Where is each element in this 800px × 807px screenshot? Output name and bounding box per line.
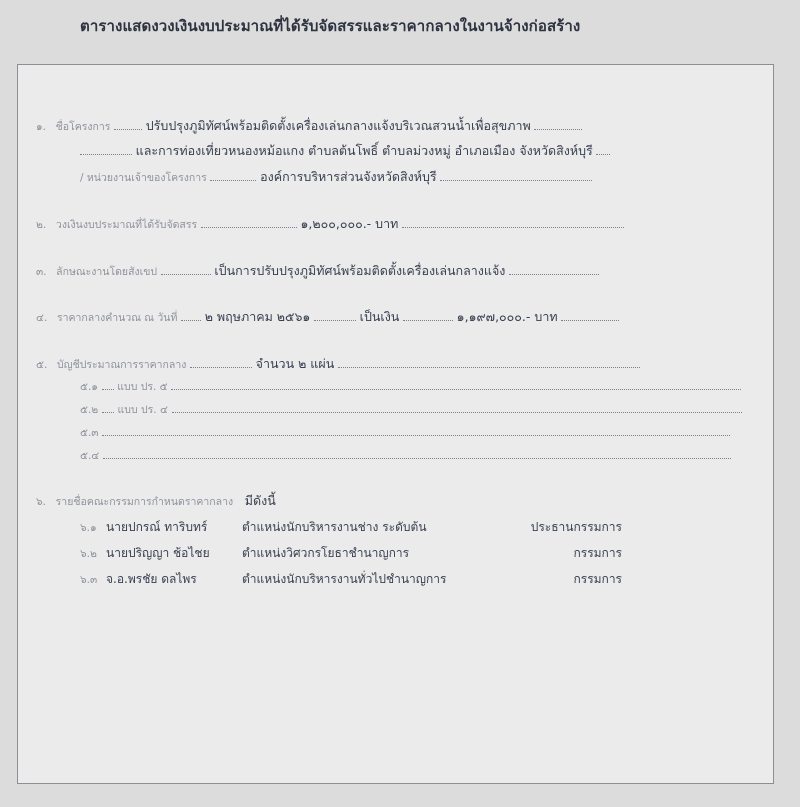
item1-agency: องค์การบริหารส่วนจังหวัดสิงห์บุรี (260, 169, 437, 184)
item1-num: ๑. (36, 121, 47, 133)
item1-row3 (80, 168, 592, 186)
item2-label: วงเงินงบประมาณที่ได้รับจัดสรร (55, 219, 198, 231)
member-row (80, 545, 622, 562)
form-box (17, 64, 774, 784)
item3-num: ๓. (36, 266, 47, 278)
member-num: ๖.๓ (80, 574, 98, 586)
item6-row (36, 493, 276, 510)
item1-project-name: ปรับปรุงภูมิทัศน์พร้อมติดตั้งเครื่องเล่นกลางแจ้งบริเวณสวนน้ำเพื่อสุขภาพ (145, 118, 531, 133)
item3-value: เป็นการปรับปรุงภูมิทัศน์พร้อมติดตั้งเครื่องเล่นกลางแจ้ง (214, 263, 506, 278)
member-position: ตำแหน่งนักบริหารงานช่าง ระดับต้น (242, 520, 427, 534)
page-title: ตารางแสดงวงเงินงบประมาณที่ได้รับจัดสรรและราคากลางในงานจ้างก่อสร้าง (80, 17, 581, 35)
item5-num: ๕. (36, 359, 48, 371)
member-row (80, 571, 622, 588)
item5-sub2 (80, 400, 742, 418)
member-name: จ.อ.พรชัย ดลไพร (106, 572, 197, 586)
member-role: กรรมการ (573, 546, 622, 560)
item1-row2 (80, 142, 610, 159)
member-role: กรรมการ (573, 572, 622, 586)
item4-num: ๔. (36, 312, 48, 324)
item5-sub-num: ๕.๓ (80, 427, 99, 439)
member-position: ตำแหน่งวิศวกรโยธาชำนาญการ (242, 546, 410, 560)
member-num: ๖.๑ (80, 522, 97, 534)
member-position: ตำแหน่งนักบริหารงานทั่วไปชำนาญการ (242, 572, 447, 586)
item5-sub1 (80, 377, 741, 395)
item4-amount-label: เป็นเงิน (359, 309, 400, 324)
item6-label: รายชื่อคณะกรรมการกำหนดราคากลาง (55, 496, 234, 508)
item1-project-name-cont: และการท่องเที่ยวหนองหม้อแกง ตำบลต้นโพธิ์ ตำบลม่วงหมู่ อำเภอเมือง จังหวัดสิงห์บุรี (135, 143, 593, 158)
item6-num: ๖. (36, 496, 47, 508)
item3-label: ลักษณะงานโดยสังเขป (56, 266, 158, 278)
item2-num: ๒. (36, 219, 47, 231)
item5-value: จำนวน ๒ แผ่น (255, 356, 335, 371)
member-row (80, 519, 622, 536)
member-num: ๖.๒ (80, 548, 97, 560)
item1-row1 (36, 117, 582, 135)
item4-label: ราคากลางคำนวณ ณ วันที่ (56, 312, 178, 324)
member-name: นายปกรณ์ ทาริบทร์ (106, 520, 208, 534)
item5-label: บัญชีประมาณการราคากลาง (56, 359, 187, 371)
item2-value: ๑,๒๐๐,๐๐๐.- บาท (300, 216, 399, 231)
item5-row (36, 355, 640, 373)
item5-sub3 (80, 423, 730, 441)
item4-row (36, 308, 619, 326)
item1-label: ชื่อโครงการ (55, 121, 111, 133)
member-role: ประธานกรรมการ (530, 520, 622, 534)
item3-row (36, 262, 599, 280)
item6-suffix: มีดังนี้ (244, 493, 276, 508)
member-name: นายปริญญา ช้อไชย (106, 546, 210, 560)
item4-amount: ๑,๑๙๗,๐๐๐.- บาท (456, 309, 558, 324)
item1-agency-label: / หน่วยงานเจ้าของโครงการ (80, 172, 207, 184)
item5-sub-num: ๕.๔ (80, 450, 100, 462)
item2-row (36, 215, 624, 233)
item5-sub-text: แบบ ปร. ๕ (117, 381, 168, 393)
item5-sub-text: แบบ ปร. ๔ (117, 404, 168, 416)
item5-sub4 (80, 446, 731, 464)
item4-date: ๒ พฤษภาคม ๒๕๖๑ (204, 309, 311, 324)
item5-sub-num: ๕.๒ (80, 404, 99, 416)
item5-sub-num: ๕.๑ (80, 381, 98, 393)
